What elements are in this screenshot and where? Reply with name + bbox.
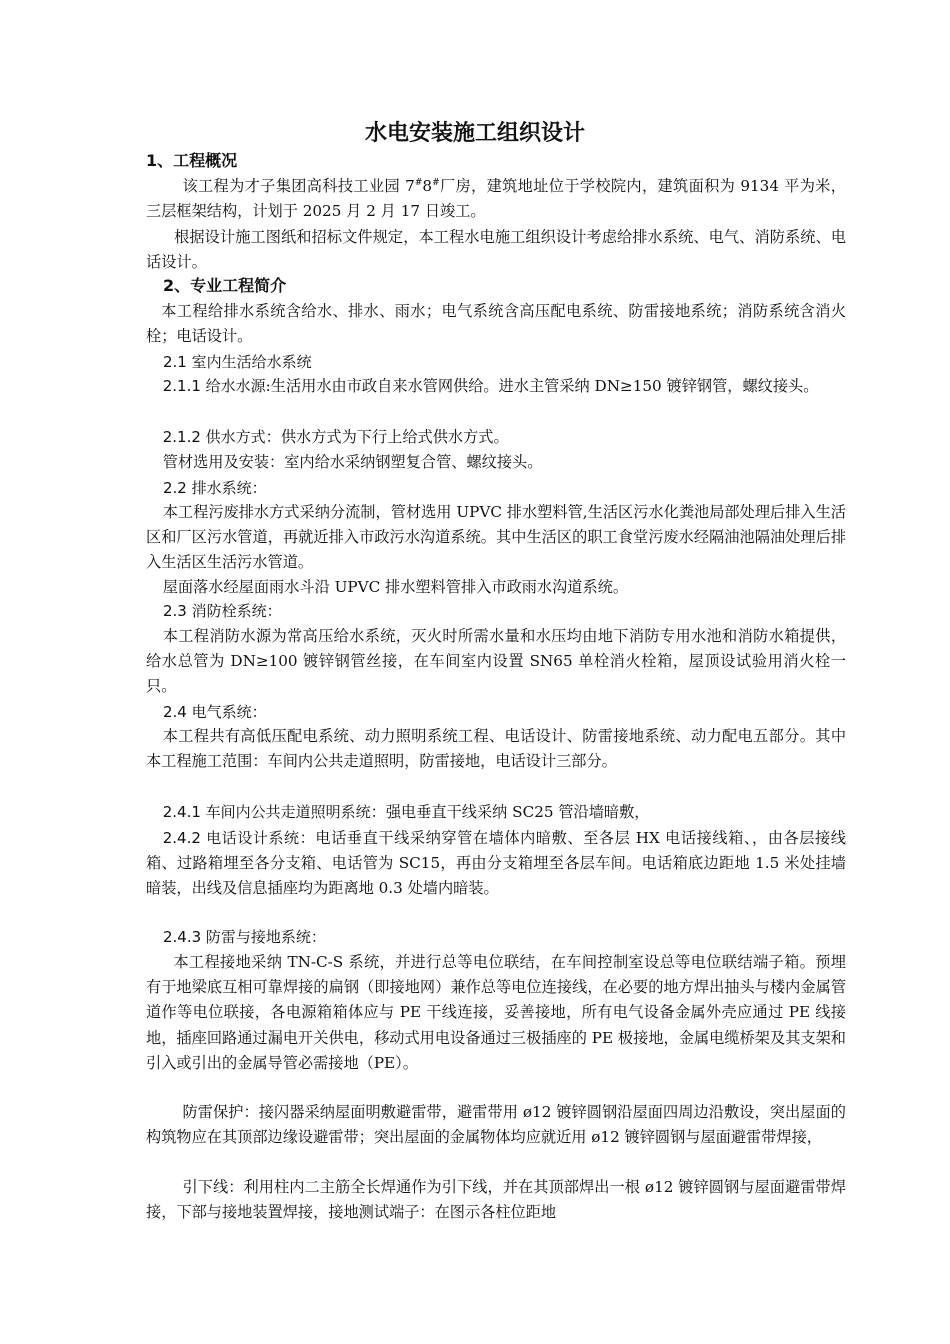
supply-mode-paragraph: 2.1.2 供水方式：供水方式为下行上给式供水方式。 — [162, 428, 509, 446]
heading-2-1: 2.1 室内生活给水系统 — [163, 353, 312, 371]
fire-hydrant-paragraph: 本工程消防水源为常高压给水系统，灭火时所需水量和水压均由地下消防专用水池和消防水箱提供，给水总管为 DN≥100 镀锌钢管丝接，在车间室内设置 SN65 单栓消火栓箱，屋顶设试验用消火栓一只。 — [146, 627, 846, 696]
water-source-paragraph: 2.1.1 给水水源:生活用水由市政自来水管网供给。进水主管采纳 DN≥150 镀锌钢管，螺纹接头。 — [162, 377, 819, 395]
section-2-heading: 2、专业工程简介 — [163, 276, 287, 295]
heading-2-2: 2.2 排水系统： — [163, 479, 267, 497]
grounding-paragraph: 本工程接地采纳 TN-C-S 系统，并进行总等电位联结，在车间控制室设总等电位联结端子箱。预埋有于地梁底互相可靠焊接的扁钢（即接地网）兼作总等电位连接线，在必要的地方焊出抽头与楼内金属管道作等电位联接，各电源箱箱体应与 PE 干线连接，妥善接地，所有电气设备金属外壳应通过 PE 线接地，插座回路通过漏电开关供电，移动式用电设备通过三极插座的 PE 极接地，金属电缆桥架及其支架和引入或引出的金属导管必需接地（PE）。 — [146, 953, 846, 1072]
section-1-heading: 1、工程概况 — [146, 151, 238, 170]
label-2-4-1: 2.4.1 车间内公共走道照明系统 — [162, 803, 371, 821]
drainage-paragraph: 本工程污废排水方式采纳分流制，管材选用 UPVC 排水塑料管,生活区污水化粪池局部处理后排入生活区和厂区污水管道，再就近排入市政污水沟道系统。其中生活区的职工食堂污废水经隔油池隔油处理后排入生活区生活污水管道。 — [146, 503, 846, 572]
design-basis-paragraph: 根据设计施工图纸和招标文件规定，本工程水电施工组织设计考虑给排水系统、电气、消防系统、电话设计。 — [146, 228, 846, 272]
down-lead-paragraph: 引下线：利用柱内二主筋全长焊通作为引下线，并在其顶部焊出一根 ø12 镀锌圆钢与屋面避雷带焊接，下部与接地装置焊接，接地测试端子：在图示各柱位距地 — [146, 1178, 846, 1222]
label-2-1-1: 2.1.1 给水水源 — [162, 377, 266, 395]
lightning-protection-paragraph: 防雷保护：接闪器采纳屋面明敷避雷带，避雷带用 ø12 镀锌圆钢沿屋面四周边沿敷设，突出屋面的构筑物应在其顶部边缘设避雷带；突出屋面的金属物体均应就近用 ø12 镀锌圆钢与屋面避雷带焊接， — [146, 1103, 846, 1147]
document-title: 水电安装施工组织设计 — [364, 121, 585, 146]
label-2-4-2: 2.4.2 电话设计系统 — [162, 829, 300, 847]
rainwater-paragraph: 屋面落水经屋面雨水斗沿 UPVC 排水塑料管排入市政雨水沟道系统。 — [162, 578, 629, 596]
heading-2-4: 2.4 电气系统： — [163, 703, 267, 721]
electrical-paragraph: 本工程共有高低压配电系统、动力照明系统工程、电话设计、防雷接地系统、动力配电五部分。其中本工程施工范围：车间内公共走道照明，防雷接地，电话设计三部分。 — [146, 727, 846, 771]
overview-paragraph: 该工程为才子集团高科技工业园 7#8#厂房，建筑地址位于学校院内，建筑面积为 9134 平为米，三层框架结构，计划于 2025 月 2 月 17 日竣工。 — [146, 177, 846, 221]
heading-2-4-3: 2.4.3 防雷与接地系统： — [163, 928, 326, 946]
telephone-paragraph: 2.4.2 电话设计系统：电话垂直干线采纳穿管在墙体内暗敷、至各层 HX 电话接线箱、，由各层接线箱、过路箱埋至各分支箱、电话管为 SC15，再由分支箱埋至各层车间。电话箱底边距地 1.5 米处挂墙暗装，出线及信息插座均为距离地 0.3 处墙内暗装。 — [146, 829, 846, 898]
heading-2-3: 2.3 消防栓系统： — [163, 602, 282, 620]
corridor-lighting-paragraph: 2.4.1 车间内公共走道照明系统：强电垂直干线采纳 SC25 管沿墙暗敷， — [162, 803, 650, 821]
label-2-1-2: 2.1.2 供水方式 — [162, 428, 266, 446]
pipe-material-paragraph: 管材选用及安装：室内给水采纳钢塑复合管、螺纹接头。 — [162, 453, 543, 471]
section-2-intro: 本工程给排水系统含给水、排水、雨水；电气系统含高压配电系统、防雷接地系统；消防系统含消火栓；电话设计。 — [146, 302, 846, 346]
